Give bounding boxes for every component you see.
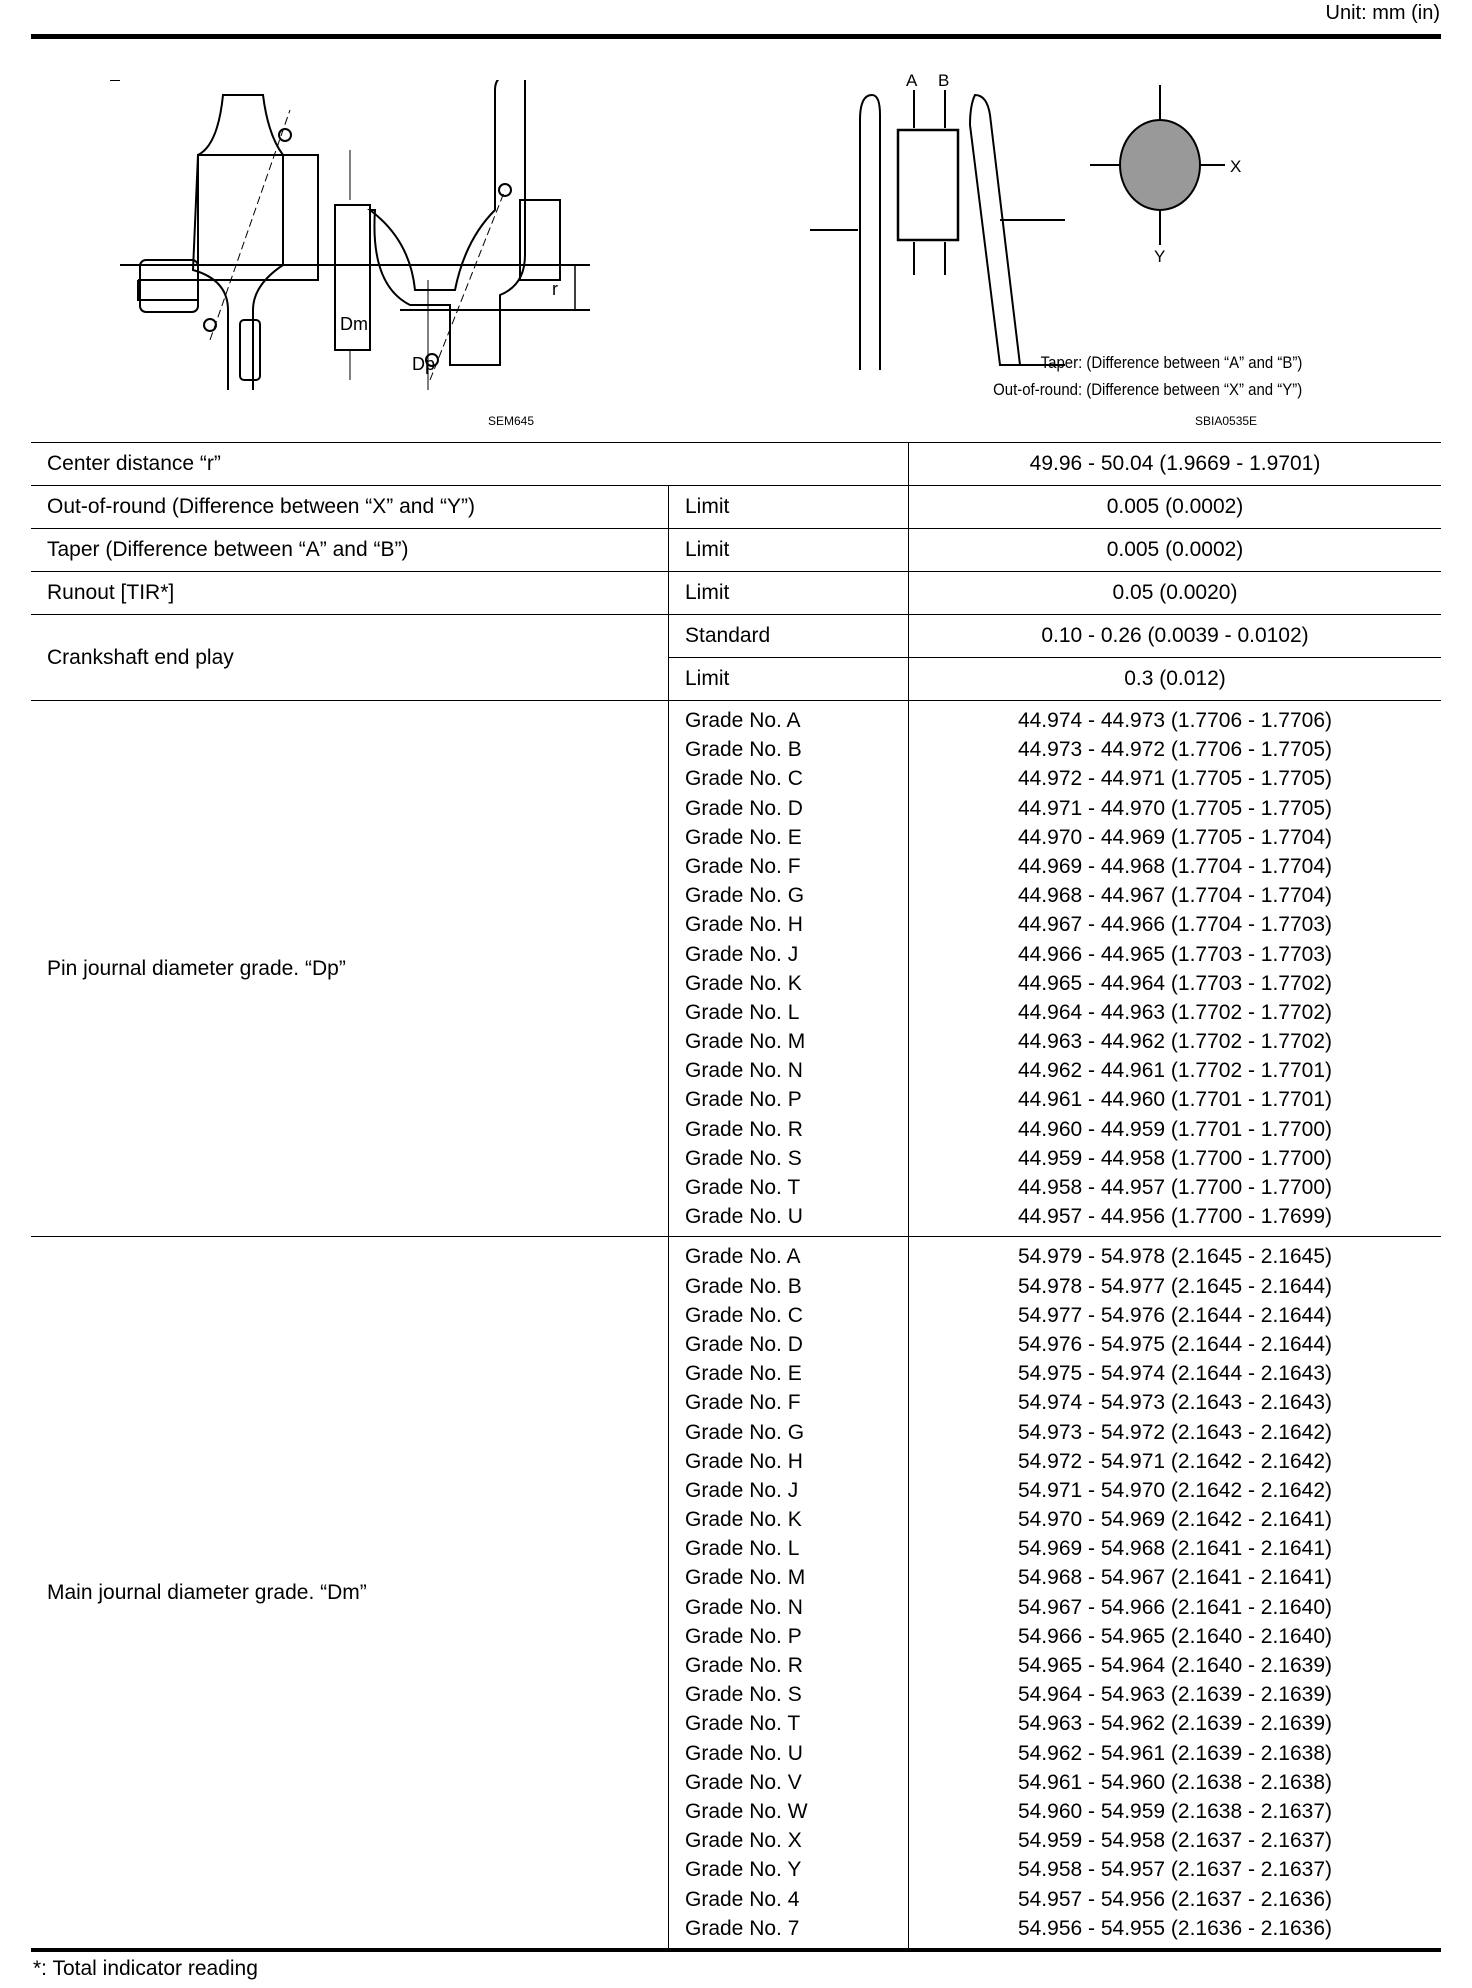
grade-value: 44.958 - 44.957 (1.7700 - 1.7700) xyxy=(1017,1176,1333,1199)
grade-label: Grade No. S xyxy=(685,1146,802,1170)
pin-journal-grades xyxy=(669,701,909,1237)
grade-label: Grade No. B xyxy=(685,738,802,762)
grade-label: Grade No. H xyxy=(685,1449,803,1473)
out-of-round-label: Out-of-round (Difference between “X” and “Y”) xyxy=(31,486,669,529)
grade-value: 54.958 - 54.957 (2.1637 - 2.1637) xyxy=(1017,1858,1333,1882)
grade-value: 54.975 - 54.974 (2.1644 - 2.1643) xyxy=(1017,1362,1333,1386)
runout-label: Runout [TIR*] xyxy=(31,572,669,615)
grade-label: Grade No. D xyxy=(685,796,803,820)
grade-value: 54.970 - 54.969 (2.1642 - 2.1641) xyxy=(1017,1508,1333,1532)
grade-label: Grade No. T xyxy=(685,1176,801,1199)
pin-journal-values xyxy=(909,701,1442,1237)
taper-sub: Limit xyxy=(669,529,909,572)
grade-value: 44.969 - 44.968 (1.7704 - 1.7704) xyxy=(1017,854,1333,878)
end-play-limit-value: 0.3 (0.012) xyxy=(909,658,1442,701)
dm-label: Dm xyxy=(340,314,368,334)
grade-label: Grade No. L xyxy=(685,1000,800,1024)
a-label: A xyxy=(906,71,918,90)
grade-value: 54.971 - 54.970 (2.1642 - 2.1642) xyxy=(1017,1478,1333,1502)
grade-label: Grade No. T xyxy=(685,1712,801,1736)
grade-value: 54.963 - 54.962 (2.1639 - 2.1639) xyxy=(1017,1712,1333,1736)
grade-label: Grade No. R xyxy=(685,1117,803,1141)
grade-value: 54.979 - 54.978 (2.1645 - 2.1645) xyxy=(1017,1245,1333,1269)
grade-value: 44.964 - 44.963 (1.7702 - 1.7702) xyxy=(1017,1000,1333,1024)
grade-label: Grade No. R xyxy=(685,1654,803,1677)
grade-value: 54.974 - 54.973 (2.1643 - 2.1643) xyxy=(1017,1391,1333,1415)
grade-label: Grade No. J xyxy=(685,942,799,966)
journal-measurement-diagram xyxy=(800,70,1280,370)
grade-value: 54.960 - 54.959 (2.1638 - 2.1637) xyxy=(1017,1799,1333,1823)
grade-label: Grade No. P xyxy=(685,1624,802,1648)
grade-label: Grade No. C xyxy=(685,1303,803,1327)
grade-label: Grade No. X xyxy=(685,1829,802,1853)
runout-value: 0.05 (0.0020) xyxy=(909,572,1442,615)
taper-note: Taper: (Difference between “A” and “B”) xyxy=(1040,353,1302,372)
grade-value: 54.977 - 54.976 (2.1644 - 2.1644) xyxy=(1017,1303,1333,1327)
main-journal-grades xyxy=(669,1237,909,1949)
grade-value: 54.961 - 54.960 (2.1638 - 2.1638) xyxy=(1017,1770,1333,1794)
grade-label: Grade No. M xyxy=(685,1030,806,1054)
grade-value: 44.959 - 44.958 (1.7700 - 1.7700) xyxy=(1017,1146,1333,1170)
b-label: B xyxy=(938,71,950,90)
grade-label: Grade No. A xyxy=(685,709,801,732)
grade-label: Grade No. K xyxy=(685,971,802,995)
grade-label: Grade No. 7 xyxy=(685,1916,800,1940)
crankshaft-spec-table xyxy=(31,442,1441,1949)
main-journal-values xyxy=(909,1237,1442,1949)
grade-label: Grade No. E xyxy=(685,825,802,849)
center-distance-label: Center distance “r” xyxy=(31,443,909,486)
y-label: Y xyxy=(1154,247,1166,266)
grade-value: 44.962 - 44.961 (1.7702 - 1.7701) xyxy=(1017,1059,1333,1083)
grade-value: 44.966 - 44.965 (1.7703 - 1.7703) xyxy=(1017,942,1333,966)
grade-label: Grade No. C xyxy=(685,767,803,791)
grade-label: Grade No. F xyxy=(685,1391,801,1415)
footnote: *: Total indicator reading xyxy=(33,1957,258,1980)
grade-label: Grade No. N xyxy=(685,1059,803,1083)
grade-value: 44.960 - 44.959 (1.7701 - 1.7700) xyxy=(1017,1117,1333,1141)
crankshaft-diagram xyxy=(110,80,610,390)
grade-label: Grade No. 4 xyxy=(685,1887,800,1911)
grade-value: 44.957 - 44.956 (1.7700 - 1.7699) xyxy=(1017,1205,1333,1229)
figure-code-left: SEM645 xyxy=(488,414,535,428)
center-distance-value: 49.96 - 50.04 (1.9669 - 1.9701) xyxy=(909,443,1442,486)
end-play-limit-label: Limit xyxy=(669,658,909,701)
row-center-distance xyxy=(31,443,1441,486)
grade-value: 44.965 - 44.964 (1.7703 - 1.7702) xyxy=(1017,971,1333,995)
grade-label: Grade No. L xyxy=(685,1537,800,1561)
row-out-of-round xyxy=(31,486,1441,529)
grade-label: Grade No. J xyxy=(685,1478,799,1502)
grade-label: Grade No. H xyxy=(685,913,803,937)
end-play-label: Crankshaft end play xyxy=(31,615,669,701)
grade-value: 54.968 - 54.967 (2.1641 - 2.1641) xyxy=(1017,1566,1333,1590)
top-rule xyxy=(31,34,1441,39)
row-runout xyxy=(31,572,1441,615)
x-label: X xyxy=(1230,157,1242,176)
grade-label: Grade No. A xyxy=(685,1245,801,1269)
grade-label: Grade No. Y xyxy=(685,1858,802,1882)
row-main-journal xyxy=(31,1237,1441,1949)
taper-label: Taper (Difference between “A” and “B”) xyxy=(31,529,669,572)
grade-value: 44.968 - 44.967 (1.7704 - 1.7704) xyxy=(1017,884,1333,908)
grade-value: 54.973 - 54.972 (2.1643 - 2.1642) xyxy=(1017,1420,1333,1444)
main-journal-label: Main journal diameter grade. “Dm” xyxy=(31,1237,669,1949)
row-pin-journal xyxy=(31,701,1441,1237)
unit-label: Unit: mm (in) xyxy=(1325,2,1440,24)
grade-value: 54.976 - 54.975 (2.1644 - 2.1644) xyxy=(1017,1332,1333,1356)
grade-label: Grade No. U xyxy=(685,1741,803,1765)
grade-label: Grade No. G xyxy=(685,1420,805,1444)
grade-label: Grade No. M xyxy=(685,1566,806,1590)
grade-value: 44.973 - 44.972 (1.7706 - 1.7705) xyxy=(1017,738,1333,762)
dp-label: Dp xyxy=(412,354,436,374)
grade-value: 54.972 - 54.971 (2.1642 - 2.1642) xyxy=(1017,1449,1333,1473)
grade-label: Grade No. E xyxy=(685,1362,802,1386)
figure-code-right: SBIA0535E xyxy=(1195,414,1258,428)
grade-value: 54.959 - 54.958 (2.1637 - 2.1637) xyxy=(1017,1829,1333,1853)
grade-label: Grade No. B xyxy=(685,1274,802,1298)
pin-journal-label: Pin journal diameter grade. “Dp” xyxy=(31,701,669,1237)
out-of-round-note: Out-of-round: (Difference between “X” and “Y”) xyxy=(992,380,1302,399)
row-end-play-standard xyxy=(31,615,1441,658)
grade-value: 54.978 - 54.977 (2.1645 - 2.1644) xyxy=(1017,1274,1333,1298)
grade-label: Grade No. K xyxy=(685,1508,802,1532)
grade-value: 54.964 - 54.963 (2.1639 - 2.1639) xyxy=(1017,1683,1333,1707)
r-label: r xyxy=(552,279,558,299)
taper-value: 0.005 (0.0002) xyxy=(909,529,1442,572)
grade-value: 44.970 - 44.969 (1.7705 - 1.7704) xyxy=(1017,825,1333,849)
grade-value: 54.969 - 54.968 (2.1641 - 2.1641) xyxy=(1017,1537,1333,1561)
grade-value: 44.967 - 44.966 (1.7704 - 1.7703) xyxy=(1017,913,1333,937)
grade-value: 44.972 - 44.971 (1.7705 - 1.7705) xyxy=(1017,767,1333,791)
grade-label: Grade No. F xyxy=(685,854,801,878)
runout-sub: Limit xyxy=(669,572,909,615)
grade-label: Grade No. P xyxy=(685,1088,802,1112)
out-of-round-sub: Limit xyxy=(669,486,909,529)
grade-label: Grade No. G xyxy=(685,884,805,908)
grade-value: 54.966 - 54.965 (2.1640 - 2.1640) xyxy=(1017,1624,1333,1648)
bottom-rule xyxy=(31,1948,1441,1952)
grade-value: 44.971 - 44.970 (1.7705 - 1.7705) xyxy=(1017,796,1333,820)
grade-value: 54.956 - 54.955 (2.1636 - 2.1636) xyxy=(1017,1916,1333,1940)
end-play-standard-label: Standard xyxy=(669,615,909,658)
grade-label: Grade No. S xyxy=(685,1683,802,1707)
grade-label: Grade No. U xyxy=(685,1205,803,1229)
grade-label: Grade No. N xyxy=(685,1595,803,1619)
grade-value: 54.957 - 54.956 (2.1637 - 2.1636) xyxy=(1017,1887,1333,1911)
grade-value: 44.974 - 44.973 (1.7706 - 1.7706) xyxy=(1017,709,1333,732)
grade-label: Grade No. W xyxy=(685,1799,808,1823)
out-of-round-value: 0.005 (0.0002) xyxy=(909,486,1442,529)
grade-label: Grade No. D xyxy=(685,1332,803,1356)
grade-value: 54.967 - 54.966 (2.1641 - 2.1640) xyxy=(1017,1595,1333,1619)
grade-value: 54.962 - 54.961 (2.1639 - 2.1638) xyxy=(1017,1741,1333,1765)
grade-label: Grade No. V xyxy=(685,1770,802,1794)
row-taper xyxy=(31,529,1441,572)
end-play-standard-value: 0.10 - 0.26 (0.0039 - 0.0102) xyxy=(909,615,1442,658)
grade-value: 54.965 - 54.964 (2.1640 - 2.1639) xyxy=(1017,1654,1333,1677)
grade-value: 44.963 - 44.962 (1.7702 - 1.7702) xyxy=(1017,1030,1333,1054)
grade-value: 44.961 - 44.960 (1.7701 - 1.7701) xyxy=(1017,1088,1333,1112)
